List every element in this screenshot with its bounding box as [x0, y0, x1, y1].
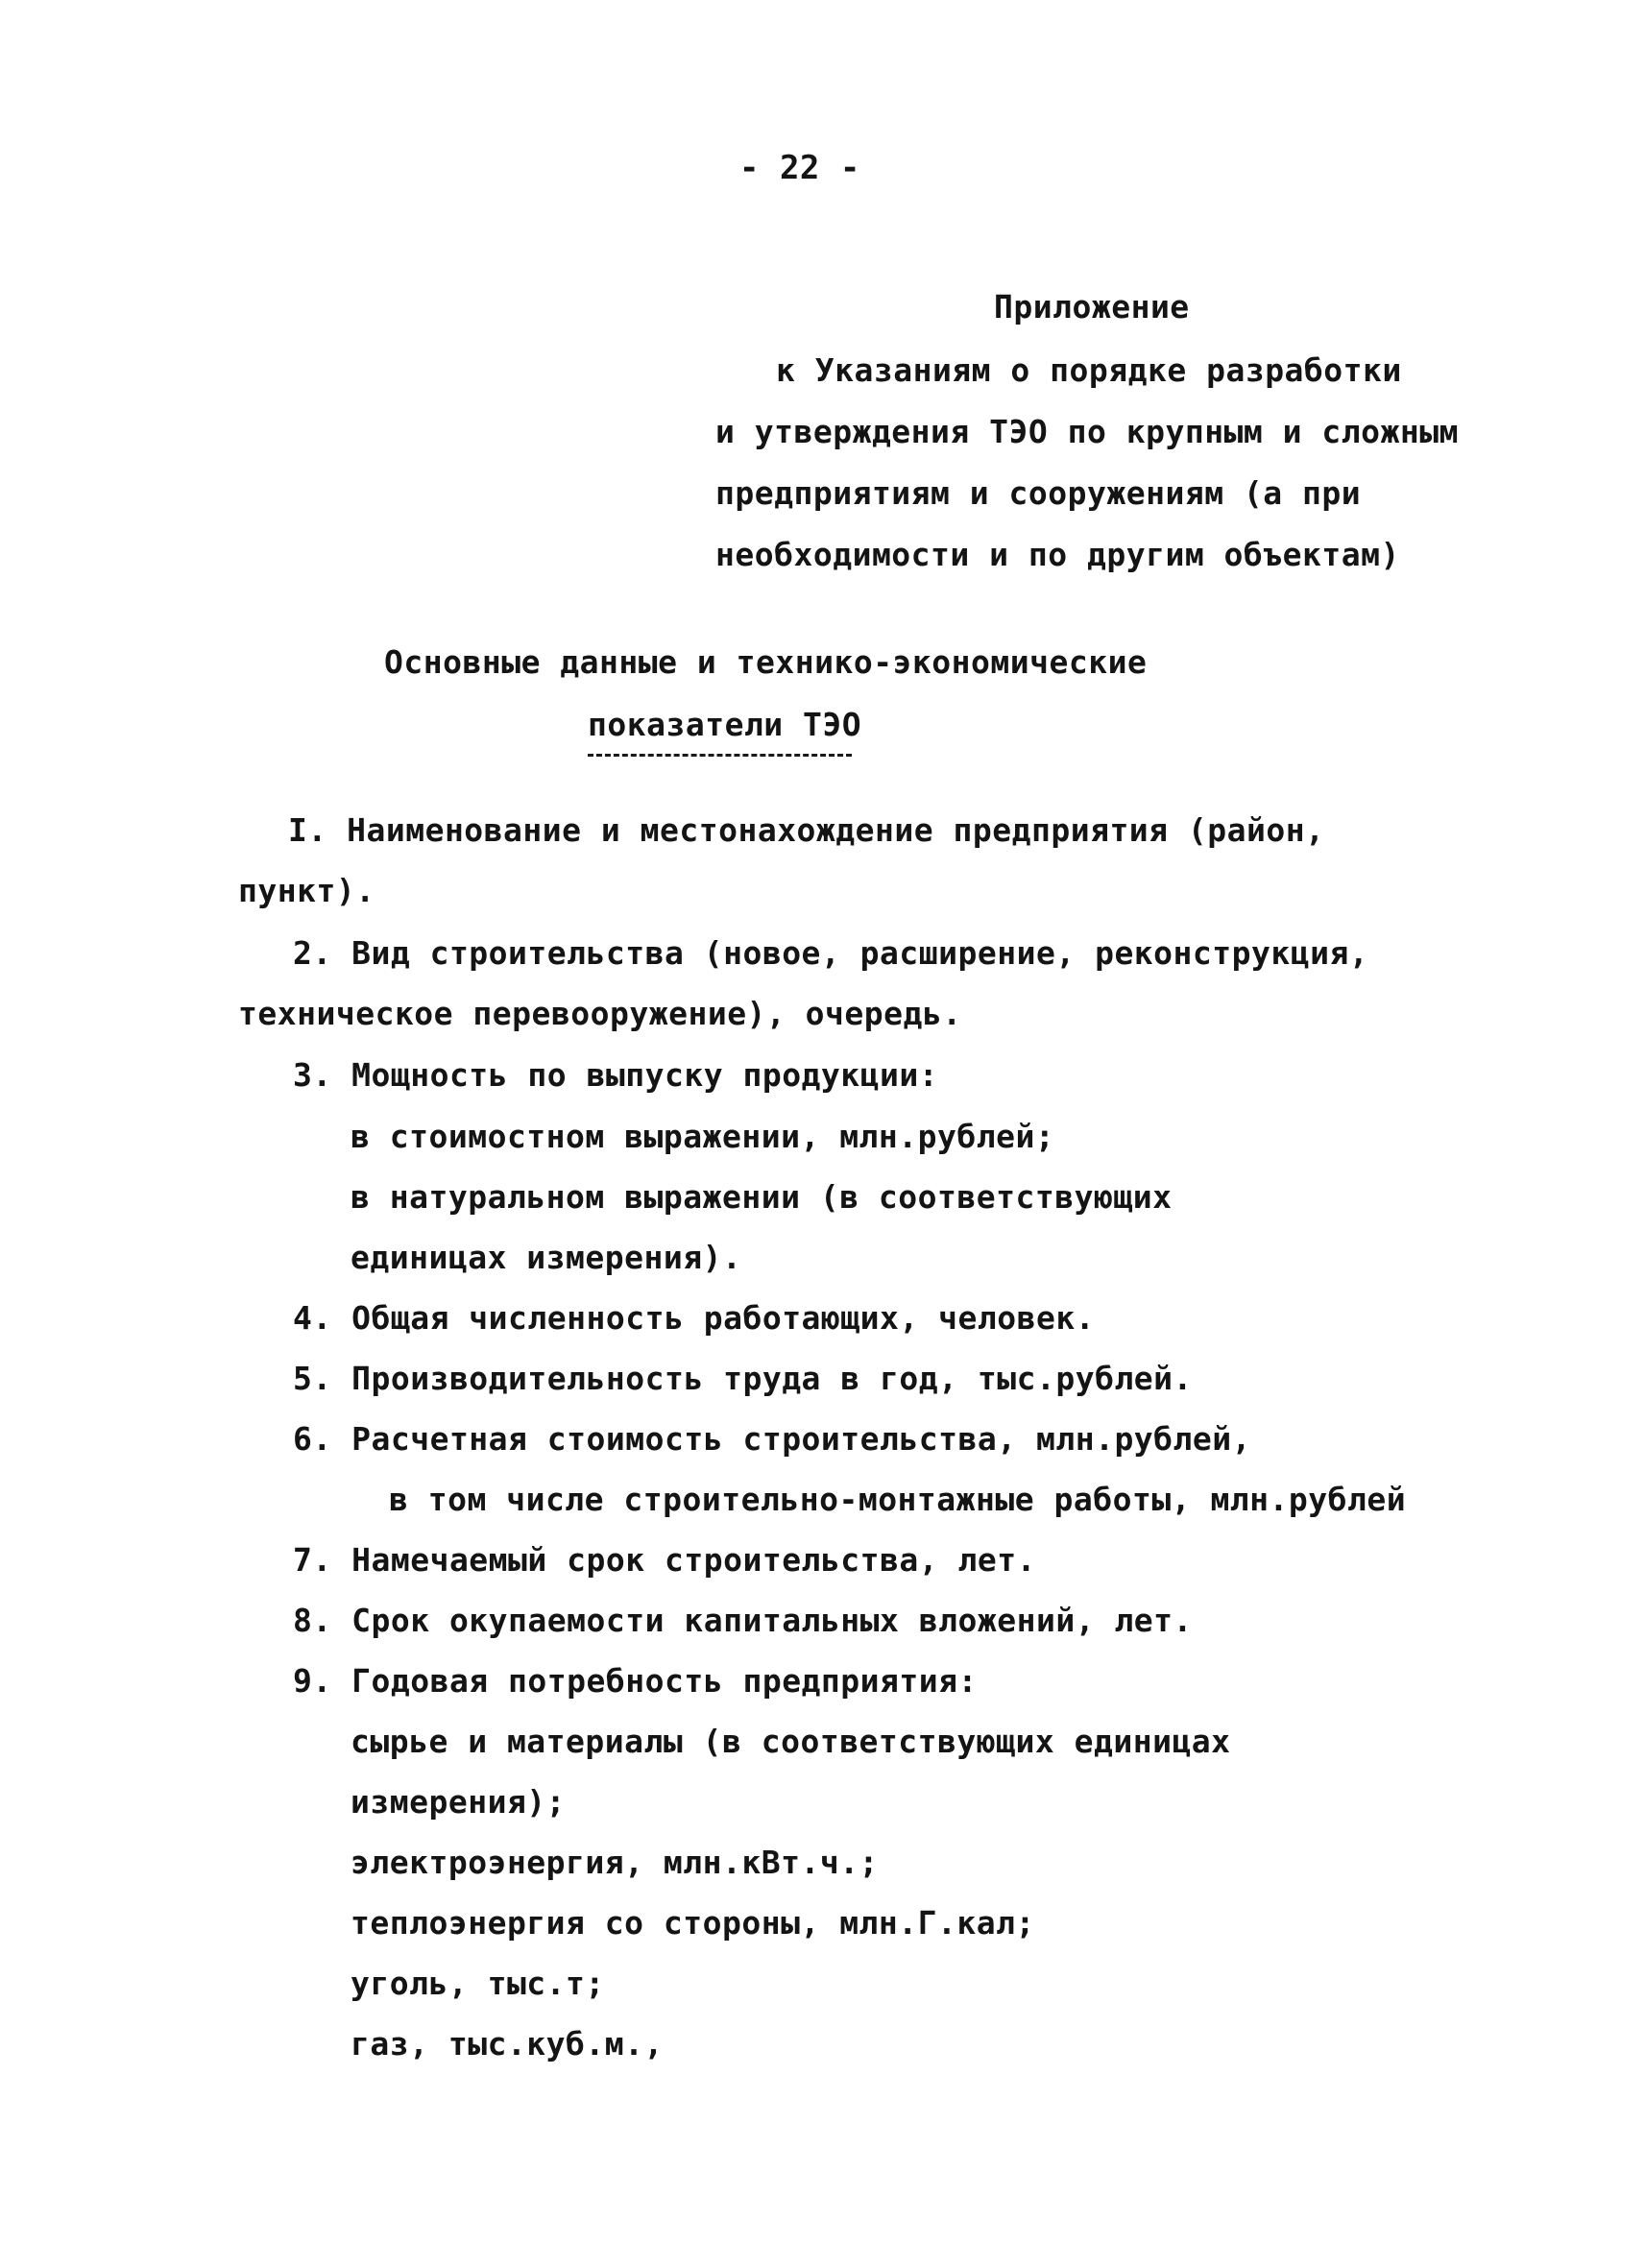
item-9-line-3: измерения);	[351, 1783, 567, 1821]
title-underline	[588, 754, 852, 757]
item-4: 4. Общая численность работающих, человек.	[293, 1299, 1096, 1337]
appendix-line-3: предприятиям и сооружениям (а при	[715, 474, 1362, 512]
item-6-line-2: в том числе строительно-монтажные работы, млн.рублей	[389, 1481, 1407, 1518]
item-3-line-2: в стоимостном выражении, млн.рублей;	[351, 1118, 1055, 1155]
item-9-line-5: теплоэнергия со стороны, млн.Г.кал;	[351, 1904, 1035, 1942]
item-9-line-6: уголь, тыс.т;	[351, 1965, 605, 2002]
appendix-line-1: к Указаниям о порядке разработки	[776, 351, 1402, 389]
item-3-line-1: 3. Мощность по выпуску продукции:	[293, 1056, 939, 1094]
item-9-line-1: 9. Годовая потребность предприятия:	[293, 1662, 978, 1700]
item-1-line-1: I. Наименование и местонахождение предприятия (район,	[288, 811, 1325, 849]
item-9-line-2: сырье и материалы (в соответствующих единицах	[351, 1723, 1231, 1760]
item-8: 8. Срок окупаемости капитальных вложений, лет.	[293, 1602, 1193, 1639]
appendix-heading: Приложение	[994, 288, 1190, 326]
item-5: 5. Производительность труда в год, тыс.рублей.	[293, 1360, 1193, 1397]
appendix-line-2: и утверждения ТЭО по крупным и сложным	[715, 413, 1459, 450]
item-9-line-4: электроэнергия, млн.кВт.ч.;	[351, 1844, 879, 1881]
title-line-1: Основные данные и технико-экономические	[384, 643, 1148, 681]
title-line-2: показатели ТЭО	[588, 706, 862, 743]
item-2-line-1: 2. Вид строительства (новое, расширение, реконструкция,	[293, 934, 1369, 972]
appendix-line-4: необходимости и по другим объектам)	[715, 536, 1400, 573]
item-2-line-2: техническое перевооружение), очередь.	[238, 995, 962, 1032]
item-6-line-1: 6. Расчетная стоимость строительства, млн.рублей,	[293, 1420, 1252, 1458]
item-9-line-7: газ, тыс.куб.м.,	[351, 2025, 664, 2063]
item-3-line-4: единицах измерения).	[351, 1239, 742, 1276]
item-7: 7. Намечаемый срок строительства, лет.	[293, 1541, 1036, 1579]
page-number: - 22 -	[739, 149, 860, 187]
item-3-line-3: в натуральном выражении (в соответствующих	[351, 1178, 1173, 1216]
item-1-line-2: пункт).	[238, 872, 375, 909]
